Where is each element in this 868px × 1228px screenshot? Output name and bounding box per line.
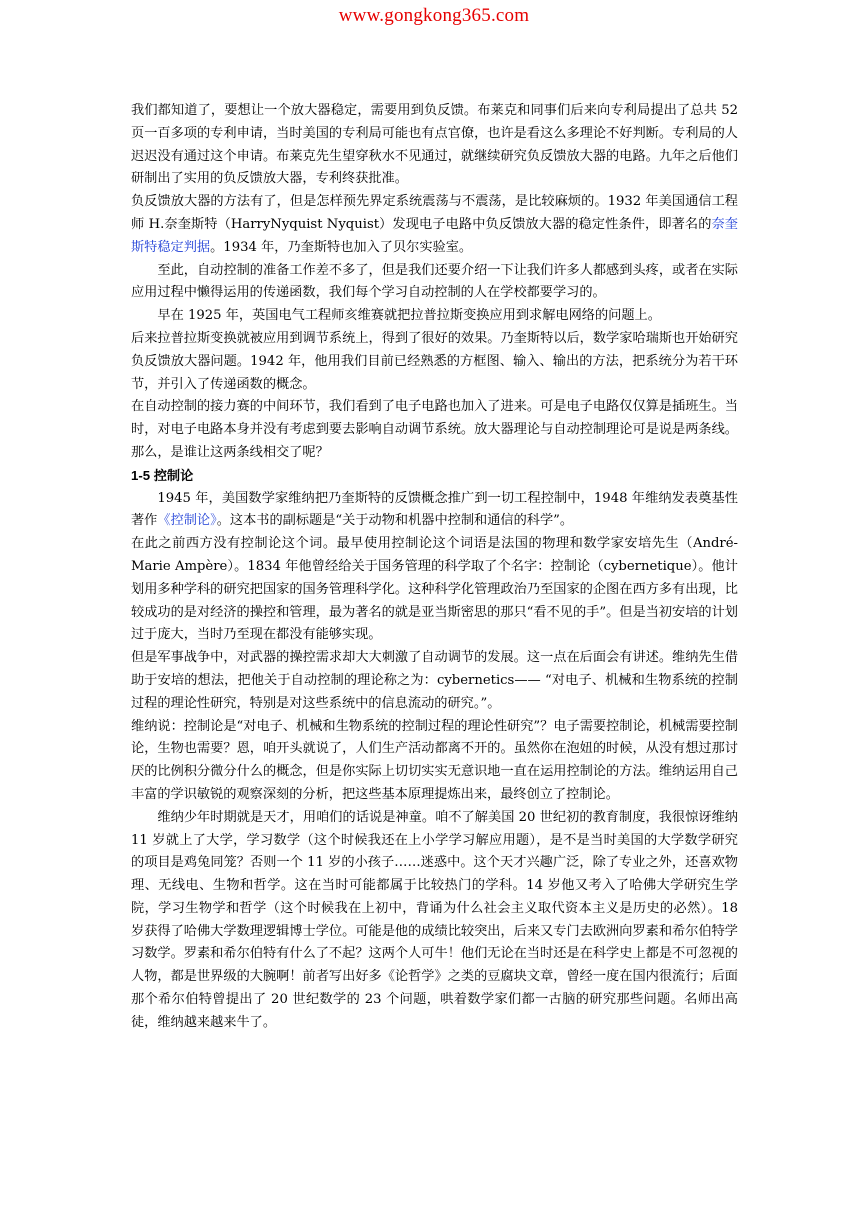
paragraph: 我们都知道了，要想让一个放大器稳定，需要用到负反馈。布莱克和同事们后来向专利局提出了总共 52 页一百多项的专利申请，当时美国的专利局可能也有点官僚，也许是看这么多理论不好判断。专利局的人迟迟没有通过这个申请。布莱克先生望穿秋水不见通过，就继续研究负反馈放大器的电路。九年之后他们研制出了实用的负反馈放大器，专利终获批准。 — [131, 103, 738, 187]
paragraph-text: 负反馈放大器的方法有了，但是怎样预先界定系统震荡与不震荡，是比较麻烦的。1932 年美国通信工程师 H.奈奎斯特（HarryNyquist Nyquist）发现电子电路中负反馈放大器的稳定性条件，即著名的 — [131, 194, 738, 232]
nyquist-criterion-link[interactable]: 奈奎斯特稳定判据 — [131, 216, 738, 255]
section-heading: 1-5 控制论 — [131, 467, 194, 483]
document-body — [131, 100, 738, 1035]
paragraph-text: 。1934 年，乃奎斯特也加入了贝尔实验室。 — [210, 239, 473, 255]
paragraph — [131, 191, 738, 259]
paragraph: 早在 1925 年，英国电气工程师亥维赛就把拉普拉斯变换应用到求解电网络的问题上。 — [157, 308, 661, 324]
paragraph: 但是军事战争中，对武器的操控需求却大大刺激了自动调节的发展。这一点在后面会有讲述。维纳先生借助于安培的想法，把他关于自动控制的理论称之为：cybernetics—— “对电子、机械和生物系统的控制过程的理论性研究，特别是对这些系统中的信息流动的研究。”。 — [131, 650, 738, 711]
paragraph: 至此，自动控制的准备工作差不多了，但是我们还要介绍一下让我们许多人都感到头疼，或者在实际应用过程中懒得运用的传递函数，我们每个学习自动控制的人在学校都要学习的。 — [131, 262, 738, 301]
paragraph — [131, 488, 738, 534]
paragraph: 在此之前西方没有控制论这个词。最早使用控制论这个词语是法国的物理和数学家安培先生（André-Marie Ampère）。1834 年他曾经给关于国务管理的科学取了个名字：控制论（cybernetique）。他计划用多种学科的研究把国家的国务管理科学化。这种科学化管理政治乃至国家的企图在西方多有出现，比较成功的是对经济的操控和管理，最为著名的就是亚当斯密思的那只“看不见的手”。但是当初安培的计划过于庞大，当时乃至现在都没有能够实现。 — [131, 536, 738, 643]
site-header-url[interactable]: www.gongkong365.com — [338, 5, 530, 26]
paragraph: 维纳少年时期就是天才，用咱们的话说是神童。咱不了解美国 20 世纪初的教育制度，我很惊讶维纳 11 岁就上了大学，学习数学（这个时候我还在上小学学习解应用题），是不是当时美国的大学数学研究的项目是鸡兔同笼？否则一个 11 岁的小孩子……迷惑中。这个天才兴趣广泛，除了专业之外，还喜欢物理、无线电、生物和哲学。这在当时可能都属于比较热门的学科。14 岁他又考入了哈佛大学研究生学院，学习生物学和哲学（这个时候我在上初中，背诵为什么社会主义取代资本主义是历史的必然）。18 岁获得了哈佛大学数理逻辑博士学位。可能是他的成绩比较突出，后来又专门去欧洲向罗素和希尔伯特学习数学。罗素和希尔伯特有什么了不起？这两个人可牛！他们无论在当时还是在科学史上都是不可忽视的人物，都是世界级的大腕啊！前者写出好多《论哲学》之类的豆腐块文章，曾经一度在国内很流行；后面那个希尔伯特曾提出了 20 世纪数学的 23 个问题，哄着数学家们都一古脑的研究那些问题。名师出高徒，维纳越来越来牛了。 — [131, 809, 738, 1030]
cybernetics-book-link[interactable]: 《控制论》 — [157, 513, 217, 529]
paragraph: 维纳说：控制论是“对电子、机械和生物系统的控制过程的理论性研究”？电子需要控制论，机械需要控制论，生物也需要？恩，咱开头就说了，人们生产活动都离不开的。虽然你在泡妞的时候，从没有想过那讨厌的比例积分微分什么的概念，但是你实际上切切实实无意识地一直在运用控制论的方法。维纳运用自己丰富的学识敏锐的观察深刻的分析，把这些基本原理提炼出来，最终创立了控制论。 — [131, 718, 738, 802]
paragraph: 在自动控制的接力赛的中间环节，我们看到了电子电路也加入了进来。可是电子电路仅仅算是插班生。当时，对电子电路本身并没有考虑到要去影响自动调节系统。放大器理论与自动控制理论可是说是两条线。那么，是谁让这两条线相交了呢？ — [131, 399, 738, 460]
paragraph: 后来拉普拉斯变换就被应用到调节系统上，得到了很好的效果。乃奎斯特以后，数学家哈瑞斯也开始研究负反馈放大器问题。1942 年，他用我们目前已经熟悉的方框图、输入、输出的方法，把系统分为若干环节，并引入了传递函数的概念。 — [131, 330, 738, 392]
paragraph-text: 1945 年，美国数学家维纳把乃奎斯特的反馈概念推广到一切工程控制中，1948 年维纳发表奠基性著作 — [131, 490, 738, 529]
paragraph-text: 。这本书的副标题是“关于动物和机器中控制和通信的科学”。 — [216, 513, 574, 529]
